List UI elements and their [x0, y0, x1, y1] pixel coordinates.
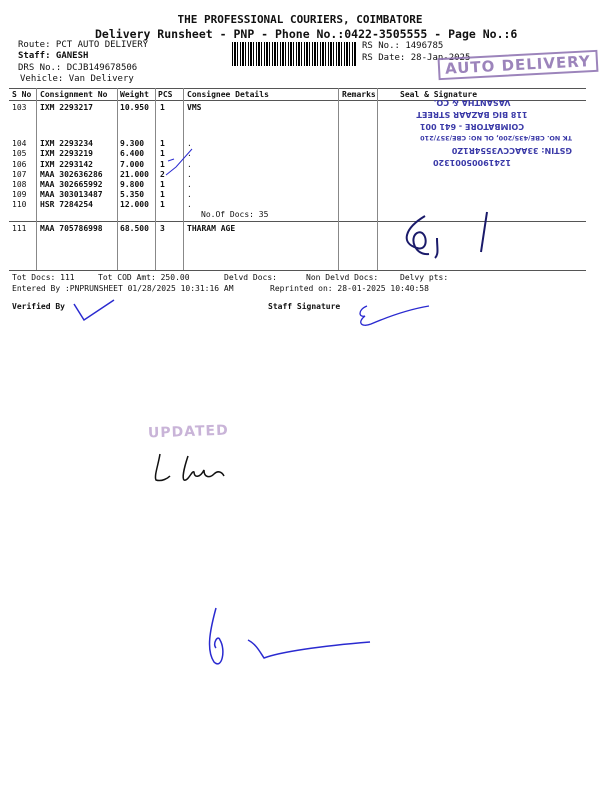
row-details: . — [187, 149, 192, 158]
row-pcs: 1 — [160, 160, 165, 169]
col-divider — [36, 88, 37, 270]
row-sno: 108 — [12, 180, 27, 189]
row-details: . — [187, 180, 192, 189]
row-weight: 12.000 — [120, 200, 149, 209]
verified-by-label: Verified By — [12, 302, 65, 311]
row-weight: 21.000 — [120, 170, 149, 179]
delivered-docs: Delvd Docs: — [224, 273, 277, 282]
reprinted-on: Reprinted on: 28-01-2025 10:40:58 — [270, 284, 429, 293]
col-header-weight: Weight — [120, 90, 149, 99]
row-details: . — [187, 200, 192, 209]
row-consignment: MAA 705786998 — [40, 224, 103, 233]
staff-signature-icon — [355, 296, 435, 330]
non-delivered-docs: Non Delvd Docs: — [306, 273, 379, 282]
staff-label: Staff: GANESH — [18, 51, 89, 61]
rs-number: RS No.: 1496785 — [362, 41, 444, 51]
drs-number: DRS No.: DCJB149678506 — [18, 63, 138, 73]
row-consignment: IXM 2293234 — [40, 139, 93, 148]
row-weight: 7.000 — [120, 160, 145, 169]
table-bottom-border — [9, 270, 586, 271]
seal-city: COIMBATORE - 641 001 — [419, 122, 525, 131]
row-sno: 106 — [12, 160, 27, 169]
row-sno: 104 — [12, 139, 27, 148]
row-consignment: IXM 2293217 — [40, 103, 93, 112]
rs-date: RS Date: 28-Jan-2025 — [362, 53, 471, 63]
tick-mark-icon — [162, 145, 202, 185]
runsheet-title: Delivery Runsheet - PNP - Phone No.:0422-3505555 - Page No.:6 — [95, 27, 518, 41]
col-header-seal: Seal & Signature — [400, 90, 478, 99]
row-details: . — [187, 190, 192, 199]
row-pcs: 1 — [160, 180, 165, 189]
total-cod-amount: Tot COD Amt: 250.00 — [98, 273, 190, 282]
row-consignment: MAA 302636286 — [40, 170, 103, 179]
auto-delivery-stamp: AUTO DELIVERY — [438, 50, 599, 80]
seal-street: 118 BIG BAZAAR STREET — [416, 110, 528, 119]
row-sno: 109 — [12, 190, 27, 199]
row-consignment: IXM 2293142 — [40, 160, 93, 169]
bottom-signature-icon — [200, 600, 380, 675]
col-divider — [338, 88, 339, 270]
table-top-border — [9, 88, 586, 89]
row-pcs: 1 — [160, 103, 165, 112]
row-sno: 107 — [12, 170, 27, 179]
col-header-consignment: Consignment No — [40, 90, 108, 99]
route-label: Route: PCT AUTO DELIVERY — [18, 40, 149, 50]
row-sno: 103 — [12, 103, 27, 112]
vehicle-label: Vehicle: Van Delivery — [20, 74, 134, 84]
handwritten-signature-icon — [148, 450, 238, 490]
row-pcs: 1 — [160, 139, 165, 148]
col-header-pcs: PCS — [158, 90, 173, 99]
col-header-sno: S No — [12, 90, 32, 99]
col-divider — [117, 88, 118, 270]
row-consignment: HSR 7284254 — [40, 200, 93, 209]
row-pcs: 1 — [160, 190, 165, 199]
row-weight: 9.800 — [120, 180, 145, 189]
row-weight: 10.950 — [120, 103, 149, 112]
row-weight: 9.300 — [120, 139, 145, 148]
verified-signature-icon — [70, 296, 120, 326]
row-details: . — [187, 160, 192, 169]
col-header-remarks: Remarks — [342, 90, 376, 99]
row-consignment: MAA 303013487 — [40, 190, 103, 199]
row-pcs: 1 — [160, 149, 165, 158]
row-sno: 110 — [12, 200, 27, 209]
consignee-signature-icon — [395, 208, 505, 263]
row-details: VMS — [187, 103, 202, 112]
staff-signature-label: Staff Signature — [268, 302, 341, 311]
row-consignment: IXM 2293219 — [40, 149, 93, 158]
row-sno: 105 — [12, 149, 27, 158]
total-docs: Tot Docs: 111 — [12, 273, 75, 282]
delivery-points: Delvy pts: — [400, 273, 449, 282]
updated-stamp: UPDATED — [147, 422, 229, 442]
seal-code: 12419005001320 — [433, 158, 511, 167]
row-weight: 5.350 — [120, 190, 145, 199]
row-sno: 111 — [12, 224, 27, 233]
row-weight: 68.500 — [120, 224, 149, 233]
row-weight: 6.400 — [120, 149, 145, 158]
company-seal — [372, 96, 572, 168]
seal-license: TK NO. CBE/435/200, OL NO: CBE/357/210 — [420, 134, 572, 142]
entered-by: Entered By :PNPRUNSHEET 01/28/2025 10:31:16 AM — [12, 284, 234, 293]
row-details: THARAM AGE — [187, 224, 236, 233]
seal-gstin: GSTIN: 33AACCV3554R1Z0 — [451, 146, 572, 155]
no-of-docs: No.Of Docs: 35 — [201, 210, 269, 219]
row-pcs: 1 — [160, 200, 165, 209]
row-pcs: 3 — [160, 224, 165, 233]
col-divider — [155, 88, 156, 270]
row-pcs: 2 — [160, 170, 165, 179]
col-header-consignee: Consignee Details — [187, 90, 269, 99]
row-consignment: MAA 302665992 — [40, 180, 103, 189]
barcode — [232, 42, 356, 66]
seal-company: VASANTHA & CO. — [433, 98, 511, 107]
row-details: . — [187, 170, 192, 179]
company-title: THE PROFESSIONAL COURIERS, COIMBATORE — [177, 13, 423, 26]
row-details: . — [187, 139, 192, 148]
